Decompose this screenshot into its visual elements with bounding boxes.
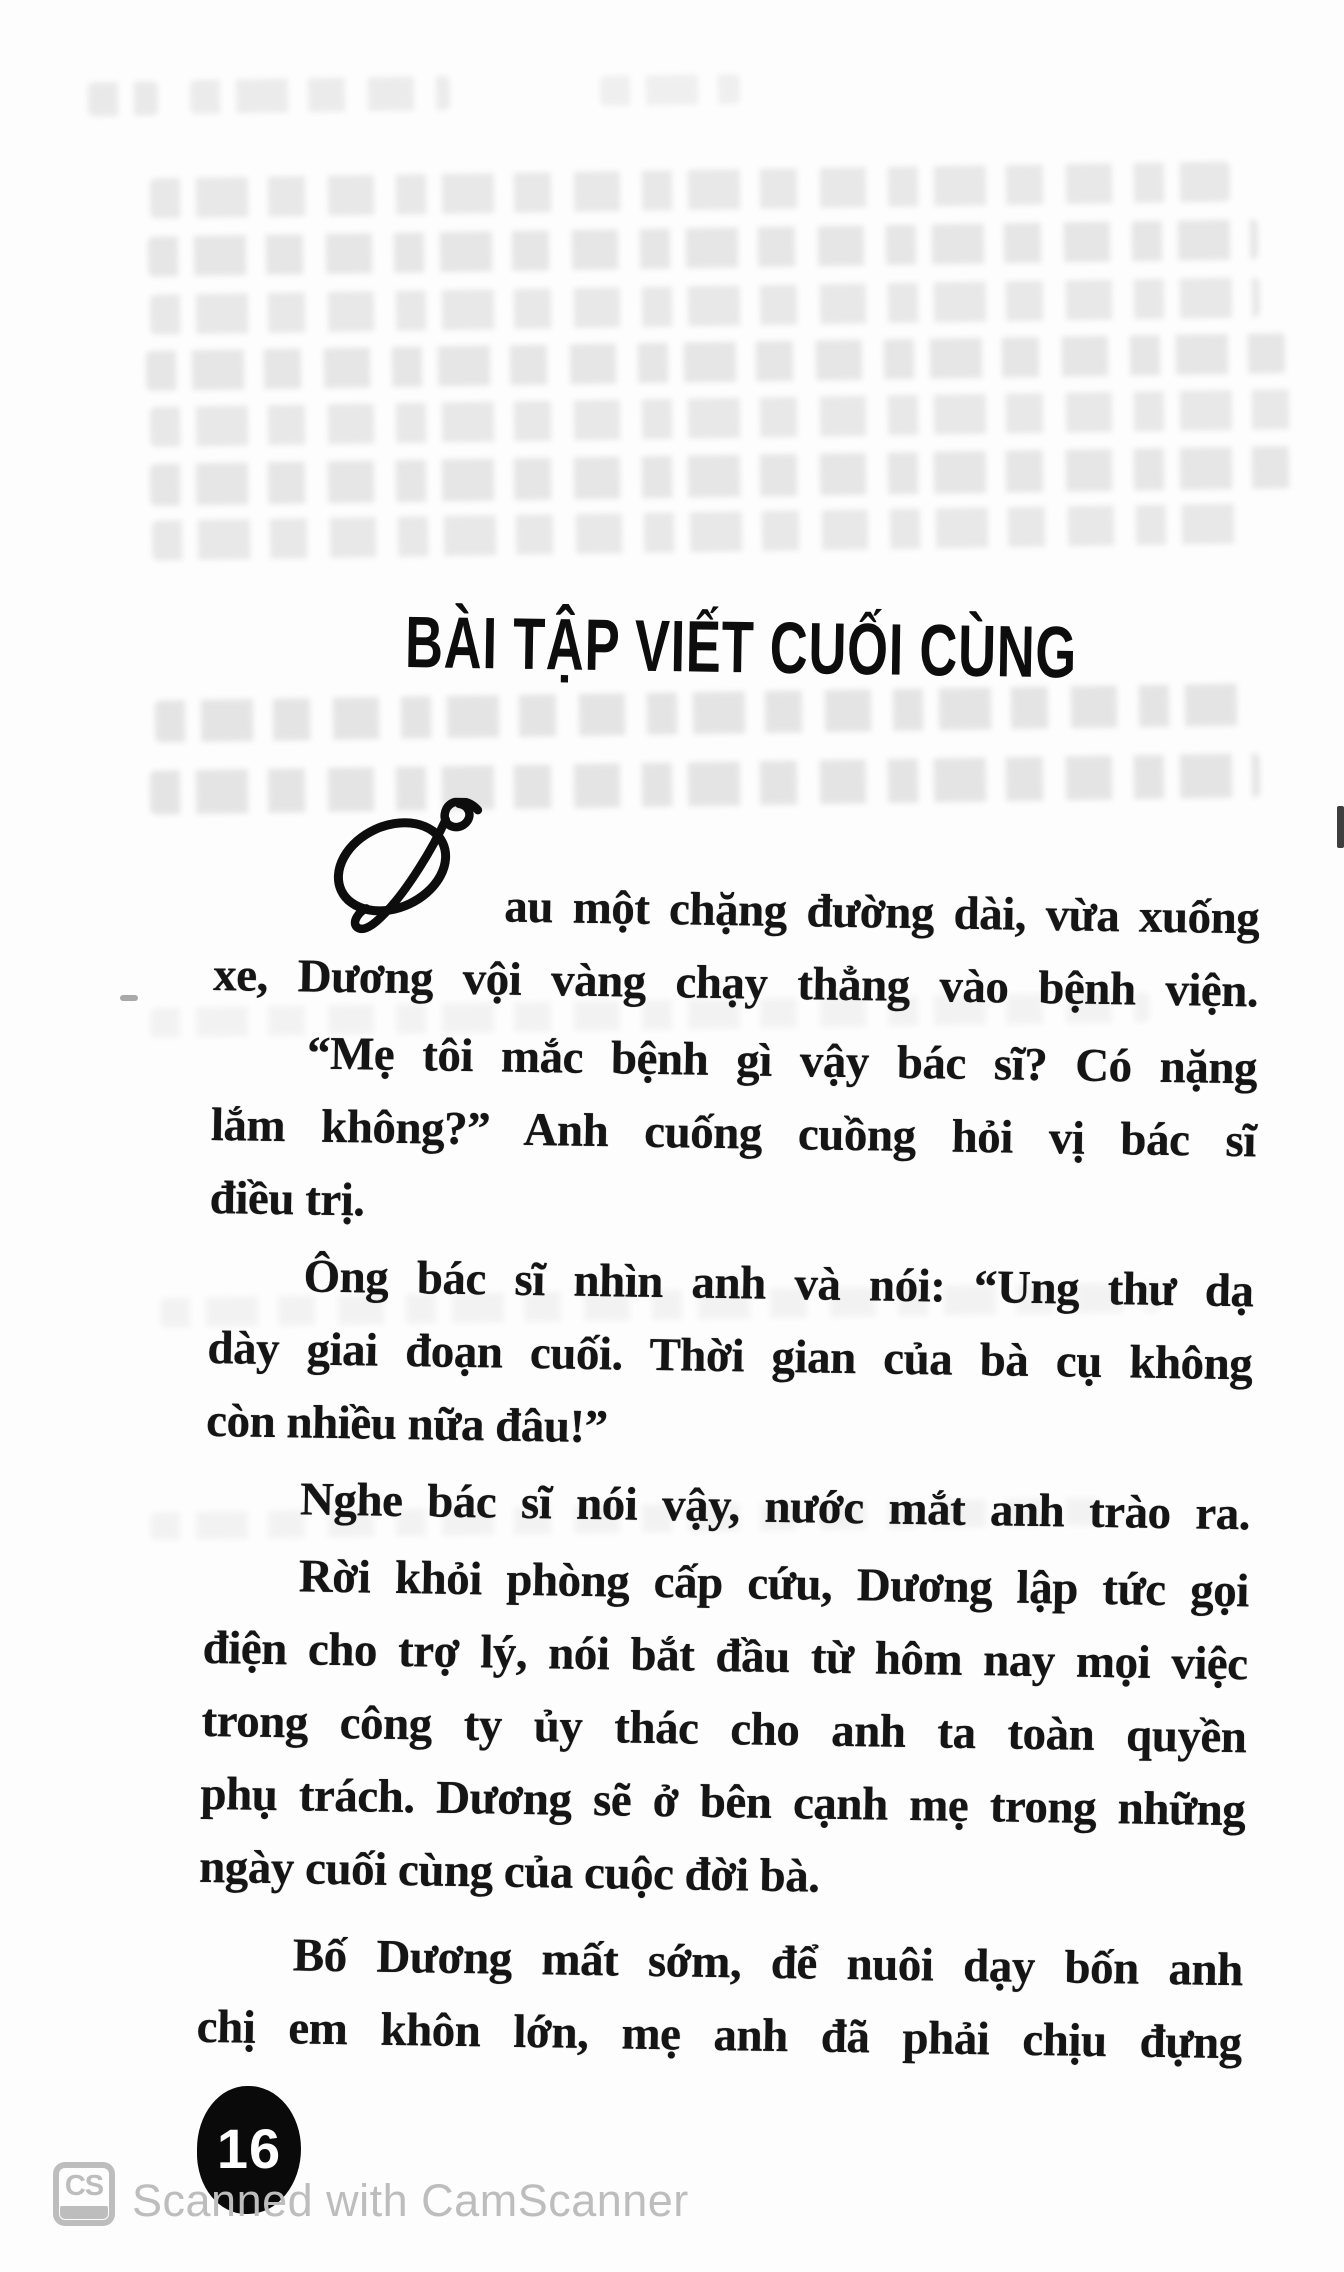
paragraph (204, 1462, 1250, 1551)
bleed-through-artifact (150, 753, 1261, 814)
text-line: “Mẹ tôi mắc bệnh gì vậy bác sĩ? Có nặng (306, 1027, 1258, 1095)
chapter-title: BÀI TẬP VIẾT CUỐI CÙNG (404, 601, 1078, 694)
text-line: Rời khỏi phòng cấp cứu, Dương lập tức gọi (298, 1550, 1250, 1618)
dropcap-letter-s (332, 796, 486, 948)
bleed-through-artifact (150, 446, 1301, 506)
body-text (196, 866, 1260, 2080)
bleed-through-artifact (600, 74, 740, 106)
printed-content (196, 601, 1260, 2080)
camscanner-logo-text: CS (64, 2170, 104, 2202)
text-line: Ông bác sĩ nhìn anh và nói: “Ung thư dạ (303, 1250, 1254, 1318)
paragraph (199, 1539, 1250, 1920)
paragraph (206, 1239, 1254, 1474)
camscanner-logo-bar (60, 2206, 108, 2219)
bleed-through-artifact (88, 81, 159, 116)
camscanner-watermark (53, 2162, 689, 2226)
text-line: dày giai đoạn cuối. Thời gian của bà cụ không (207, 1321, 1253, 1391)
text-line: lắm không?” Anh cuống cuồng hỏi vị bác sĩ (210, 1098, 1257, 1168)
text-line: trong công ty ủy thác cho anh ta toàn quyền (201, 1694, 1247, 1764)
text-line: Bố Dương mất sớm, để nuôi dạy bốn anh (292, 1929, 1244, 1997)
text-line: phụ trách. Dương sẽ ở bên cạnh mẹ trong những (200, 1767, 1246, 1837)
bleed-through-artifact (152, 503, 1252, 560)
text-line: còn nhiều nữa đâu!” (205, 1394, 609, 1454)
text-line: xe, Dương vội vàng chạy thẳng vào bệnh viện. (212, 948, 1259, 1018)
text-line: Nghe bác sĩ nói vậy, nước mắt anh trào ra. (299, 1473, 1251, 1541)
text-line: chị em khôn lớn, mẹ anh đã phải chịu đựng (196, 2000, 1243, 2070)
paragraph (196, 1918, 1243, 2080)
bleed-through-artifact (150, 162, 1230, 219)
watermark-text: Scanned with CamScanner (132, 2175, 689, 2226)
bleed-through-artifact (146, 333, 1286, 391)
paragraph (209, 1016, 1257, 1251)
scan-edge-artifact (1337, 806, 1344, 848)
bleed-through-artifact (148, 219, 1258, 276)
bleed-through-artifact (150, 389, 1300, 447)
text-line: điện cho trợ lý, nói bắt đầu từ hôm nay mọi việc (202, 1621, 1248, 1691)
bleed-through-artifact (190, 76, 451, 114)
page-number: 16 (216, 2116, 282, 2180)
bleed-through-artifact (150, 277, 1260, 334)
text-line: au một chặng đường dài, vừa xuống (503, 880, 1260, 945)
text-line: ngày cuối cùng của cuộc đời bà. (198, 1840, 820, 1903)
scan-speck (120, 995, 138, 1001)
camscanner-logo-icon (53, 2162, 115, 2226)
text-line: điều trị. (209, 1171, 365, 1227)
